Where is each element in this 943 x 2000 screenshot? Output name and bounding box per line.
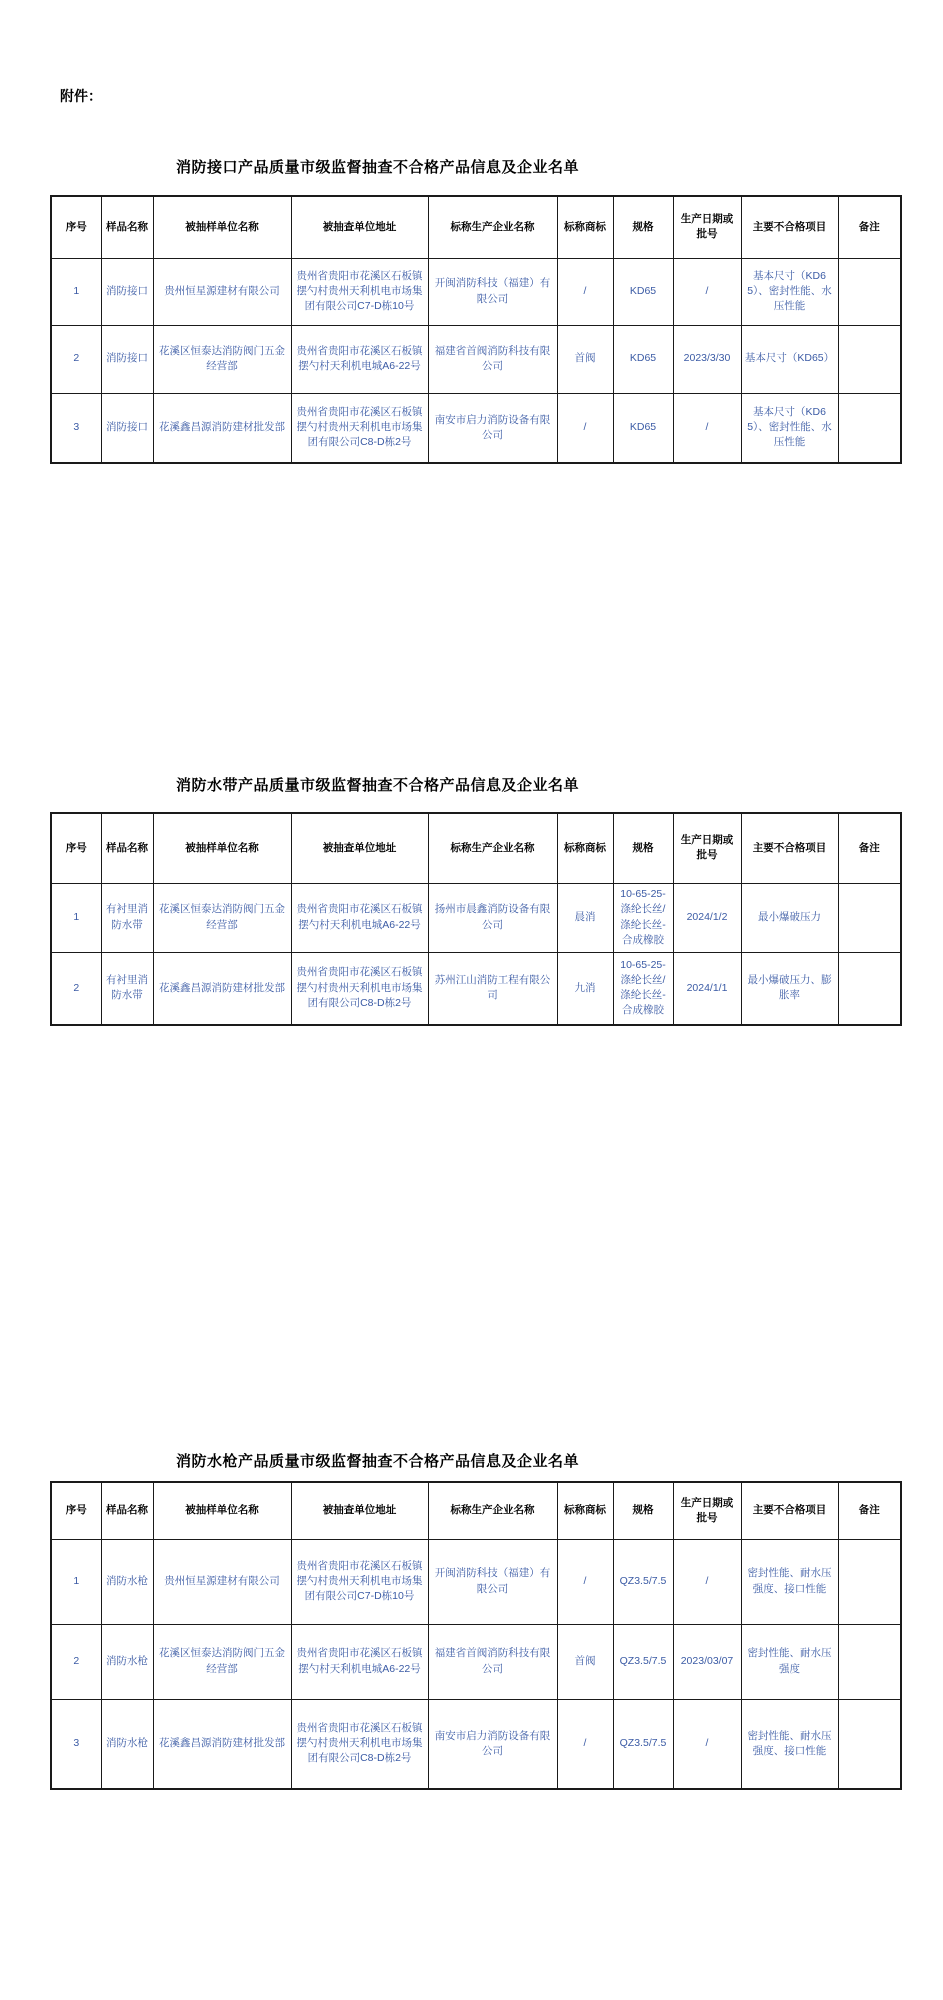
table-cell: 开闽消防科技（福建）有限公司	[428, 258, 557, 325]
table-cell: QZ3.5/7.5	[613, 1539, 673, 1624]
column-header: 备注	[838, 196, 901, 258]
table-cell: 贵州省贵阳市花溪区石板镇摆勺村天利机电城A6-22号	[291, 883, 428, 952]
column-header: 规格	[613, 1482, 673, 1539]
column-header: 备注	[838, 813, 901, 883]
column-header: 被抽查单位地址	[291, 813, 428, 883]
table-cell: 3	[51, 1699, 101, 1789]
table-cell: 消防接口	[101, 258, 153, 325]
table-cell: 最小爆破压力	[741, 883, 838, 952]
table-cell: 10-65-25-涤纶长丝/涤纶长丝-合成橡胶	[613, 883, 673, 952]
header-row	[51, 813, 901, 883]
table-cell	[838, 883, 901, 952]
table-cell: 首阀	[557, 325, 613, 393]
table-cell: 花溪鑫昌源消防建材批发部	[153, 393, 291, 463]
table-cell: 2024/1/2	[673, 883, 741, 952]
column-header: 序号	[51, 1482, 101, 1539]
table-row	[51, 1539, 901, 1624]
column-header: 标称商标	[557, 1482, 613, 1539]
table-cell: 贵州恒星源建材有限公司	[153, 1539, 291, 1624]
table-cell: 最小爆破压力、膨胀率	[741, 952, 838, 1025]
table-cell	[838, 1699, 901, 1789]
table-cell: 晨消	[557, 883, 613, 952]
table-cell	[838, 952, 901, 1025]
table-cell: 贵州省贵阳市花溪区石板镇摆勺村贵州天利机电市场集团有限公司C8-D栋2号	[291, 393, 428, 463]
table-cell: 2023/03/07	[673, 1624, 741, 1699]
header-row	[51, 1482, 901, 1539]
table-row	[51, 1699, 901, 1789]
column-header: 标称商标	[557, 196, 613, 258]
table-title-shuidai: 消防水带产品质量市级监督抽查不合格产品信息及企业名单	[175, 777, 579, 795]
table-cell: 扬州市晨鑫消防设备有限公司	[428, 883, 557, 952]
table-cell: 福建省首阀消防科技有限公司	[428, 1624, 557, 1699]
table-row	[51, 1624, 901, 1699]
column-header: 被抽查单位地址	[291, 1482, 428, 1539]
table-cell: /	[557, 393, 613, 463]
column-header: 主要不合格项目	[741, 1482, 838, 1539]
table-cell: /	[557, 258, 613, 325]
attachment-label: 附件：	[60, 88, 102, 104]
table-cell: 苏州江山消防工程有限公司	[428, 952, 557, 1025]
table-cell: /	[557, 1539, 613, 1624]
column-header: 标称生产企业名称	[428, 196, 557, 258]
table-cell: 消防水枪	[101, 1699, 153, 1789]
table-cell: KD65	[613, 258, 673, 325]
column-header: 样品名称	[101, 813, 153, 883]
table-cell: /	[673, 258, 741, 325]
table-cell	[838, 325, 901, 393]
table-cell: 福建省首阀消防科技有限公司	[428, 325, 557, 393]
table-title-jiekou: 消防接口产品质量市级监督抽查不合格产品信息及企业名单	[175, 159, 579, 177]
header-row	[51, 196, 901, 258]
table-cell	[838, 258, 901, 325]
column-header: 序号	[51, 813, 101, 883]
table-cell: 花溪区恒泰达消防阀门五金经营部	[153, 325, 291, 393]
table-cell: 南安市启力消防设备有限公司	[428, 393, 557, 463]
table-cell: 密封性能、耐水压强度、接口性能	[741, 1699, 838, 1789]
table-cell: 贵州恒星源建材有限公司	[153, 258, 291, 325]
table-cell: KD65	[613, 393, 673, 463]
table-title-shuiqiang: 消防水枪产品质量市级监督抽查不合格产品信息及企业名单	[175, 1453, 579, 1471]
column-header: 样品名称	[101, 1482, 153, 1539]
table-cell: 2	[51, 952, 101, 1025]
table-cell: 贵州省贵阳市花溪区石板镇摆勺村贵州天利机电市场集团有限公司C8-D栋2号	[291, 1699, 428, 1789]
column-header: 备注	[838, 1482, 901, 1539]
table-cell	[838, 1539, 901, 1624]
shuidai-inspection-table	[50, 812, 902, 1026]
table-cell: 2024/1/1	[673, 952, 741, 1025]
column-header: 生产日期或批号	[673, 1482, 741, 1539]
table-cell: /	[673, 393, 741, 463]
table-cell: 贵州省贵阳市花溪区石板镇摆勺村贵州天利机电市场集团有限公司C7-D栋10号	[291, 258, 428, 325]
table-cell: 1	[51, 258, 101, 325]
column-header: 生产日期或批号	[673, 813, 741, 883]
table-cell: 基本尺寸（KD65）	[741, 325, 838, 393]
table-cell: 贵州省贵阳市花溪区石板镇摆勺村贵州天利机电市场集团有限公司C8-D栋2号	[291, 952, 428, 1025]
column-header: 主要不合格项目	[741, 813, 838, 883]
column-header: 被抽查单位地址	[291, 196, 428, 258]
table-cell: 2	[51, 325, 101, 393]
column-header: 被抽样单位名称	[153, 813, 291, 883]
table-cell: 首阀	[557, 1624, 613, 1699]
table-cell: 1	[51, 883, 101, 952]
table-row	[51, 952, 901, 1025]
column-header: 标称生产企业名称	[428, 1482, 557, 1539]
table-cell: 贵州省贵阳市花溪区石板镇摆勺村贵州天利机电市场集团有限公司C7-D栋10号	[291, 1539, 428, 1624]
table-cell: 九消	[557, 952, 613, 1025]
table-cell: 消防水枪	[101, 1539, 153, 1624]
table-cell: 有衬里消防水带	[101, 952, 153, 1025]
table-cell: 花溪鑫昌源消防建材批发部	[153, 1699, 291, 1789]
column-header: 被抽样单位名称	[153, 196, 291, 258]
table-cell: 2	[51, 1624, 101, 1699]
table-cell: /	[557, 1699, 613, 1789]
table-cell: QZ3.5/7.5	[613, 1699, 673, 1789]
column-header: 规格	[613, 813, 673, 883]
table-cell: 消防接口	[101, 325, 153, 393]
table-cell: 开闽消防科技（福建）有限公司	[428, 1539, 557, 1624]
table-cell: 10-65-25-涤纶长丝/涤纶长丝-合成橡胶	[613, 952, 673, 1025]
table-cell	[838, 1624, 901, 1699]
table-cell: 密封性能、耐水压强度	[741, 1624, 838, 1699]
table-row	[51, 393, 901, 463]
table-cell: 消防水枪	[101, 1624, 153, 1699]
table-cell: QZ3.5/7.5	[613, 1624, 673, 1699]
column-header: 生产日期或批号	[673, 196, 741, 258]
table-cell: 1	[51, 1539, 101, 1624]
table-cell: /	[673, 1699, 741, 1789]
table-cell: 基本尺寸（KD65）、密封性能、水压性能	[741, 393, 838, 463]
column-header: 标称商标	[557, 813, 613, 883]
table-cell: 贵州省贵阳市花溪区石板镇摆勺村天利机电城A6-22号	[291, 1624, 428, 1699]
table-cell: 3	[51, 393, 101, 463]
column-header: 样品名称	[101, 196, 153, 258]
table-row	[51, 258, 901, 325]
column-header: 序号	[51, 196, 101, 258]
table-cell: KD65	[613, 325, 673, 393]
table-cell	[838, 393, 901, 463]
table-cell: 基本尺寸（KD65）、密封性能、水压性能	[741, 258, 838, 325]
table-cell: 花溪鑫昌源消防建材批发部	[153, 952, 291, 1025]
table-cell: 南安市启力消防设备有限公司	[428, 1699, 557, 1789]
table-cell: 2023/3/30	[673, 325, 741, 393]
table-cell: 密封性能、耐水压强度、接口性能	[741, 1539, 838, 1624]
table-cell: 花溪区恒泰达消防阀门五金经营部	[153, 883, 291, 952]
table-cell: /	[673, 1539, 741, 1624]
table-cell: 有衬里消防水带	[101, 883, 153, 952]
table-row	[51, 883, 901, 952]
column-header: 主要不合格项目	[741, 196, 838, 258]
table-cell: 消防接口	[101, 393, 153, 463]
jiekou-inspection-table	[50, 195, 902, 464]
table-row	[51, 325, 901, 393]
table-cell: 花溪区恒泰达消防阀门五金经营部	[153, 1624, 291, 1699]
table-cell: 贵州省贵阳市花溪区石板镇摆勺村天利机电城A6-22号	[291, 325, 428, 393]
shuiqiang-inspection-table	[50, 1481, 902, 1790]
column-header: 规格	[613, 196, 673, 258]
column-header: 被抽样单位名称	[153, 1482, 291, 1539]
column-header: 标称生产企业名称	[428, 813, 557, 883]
